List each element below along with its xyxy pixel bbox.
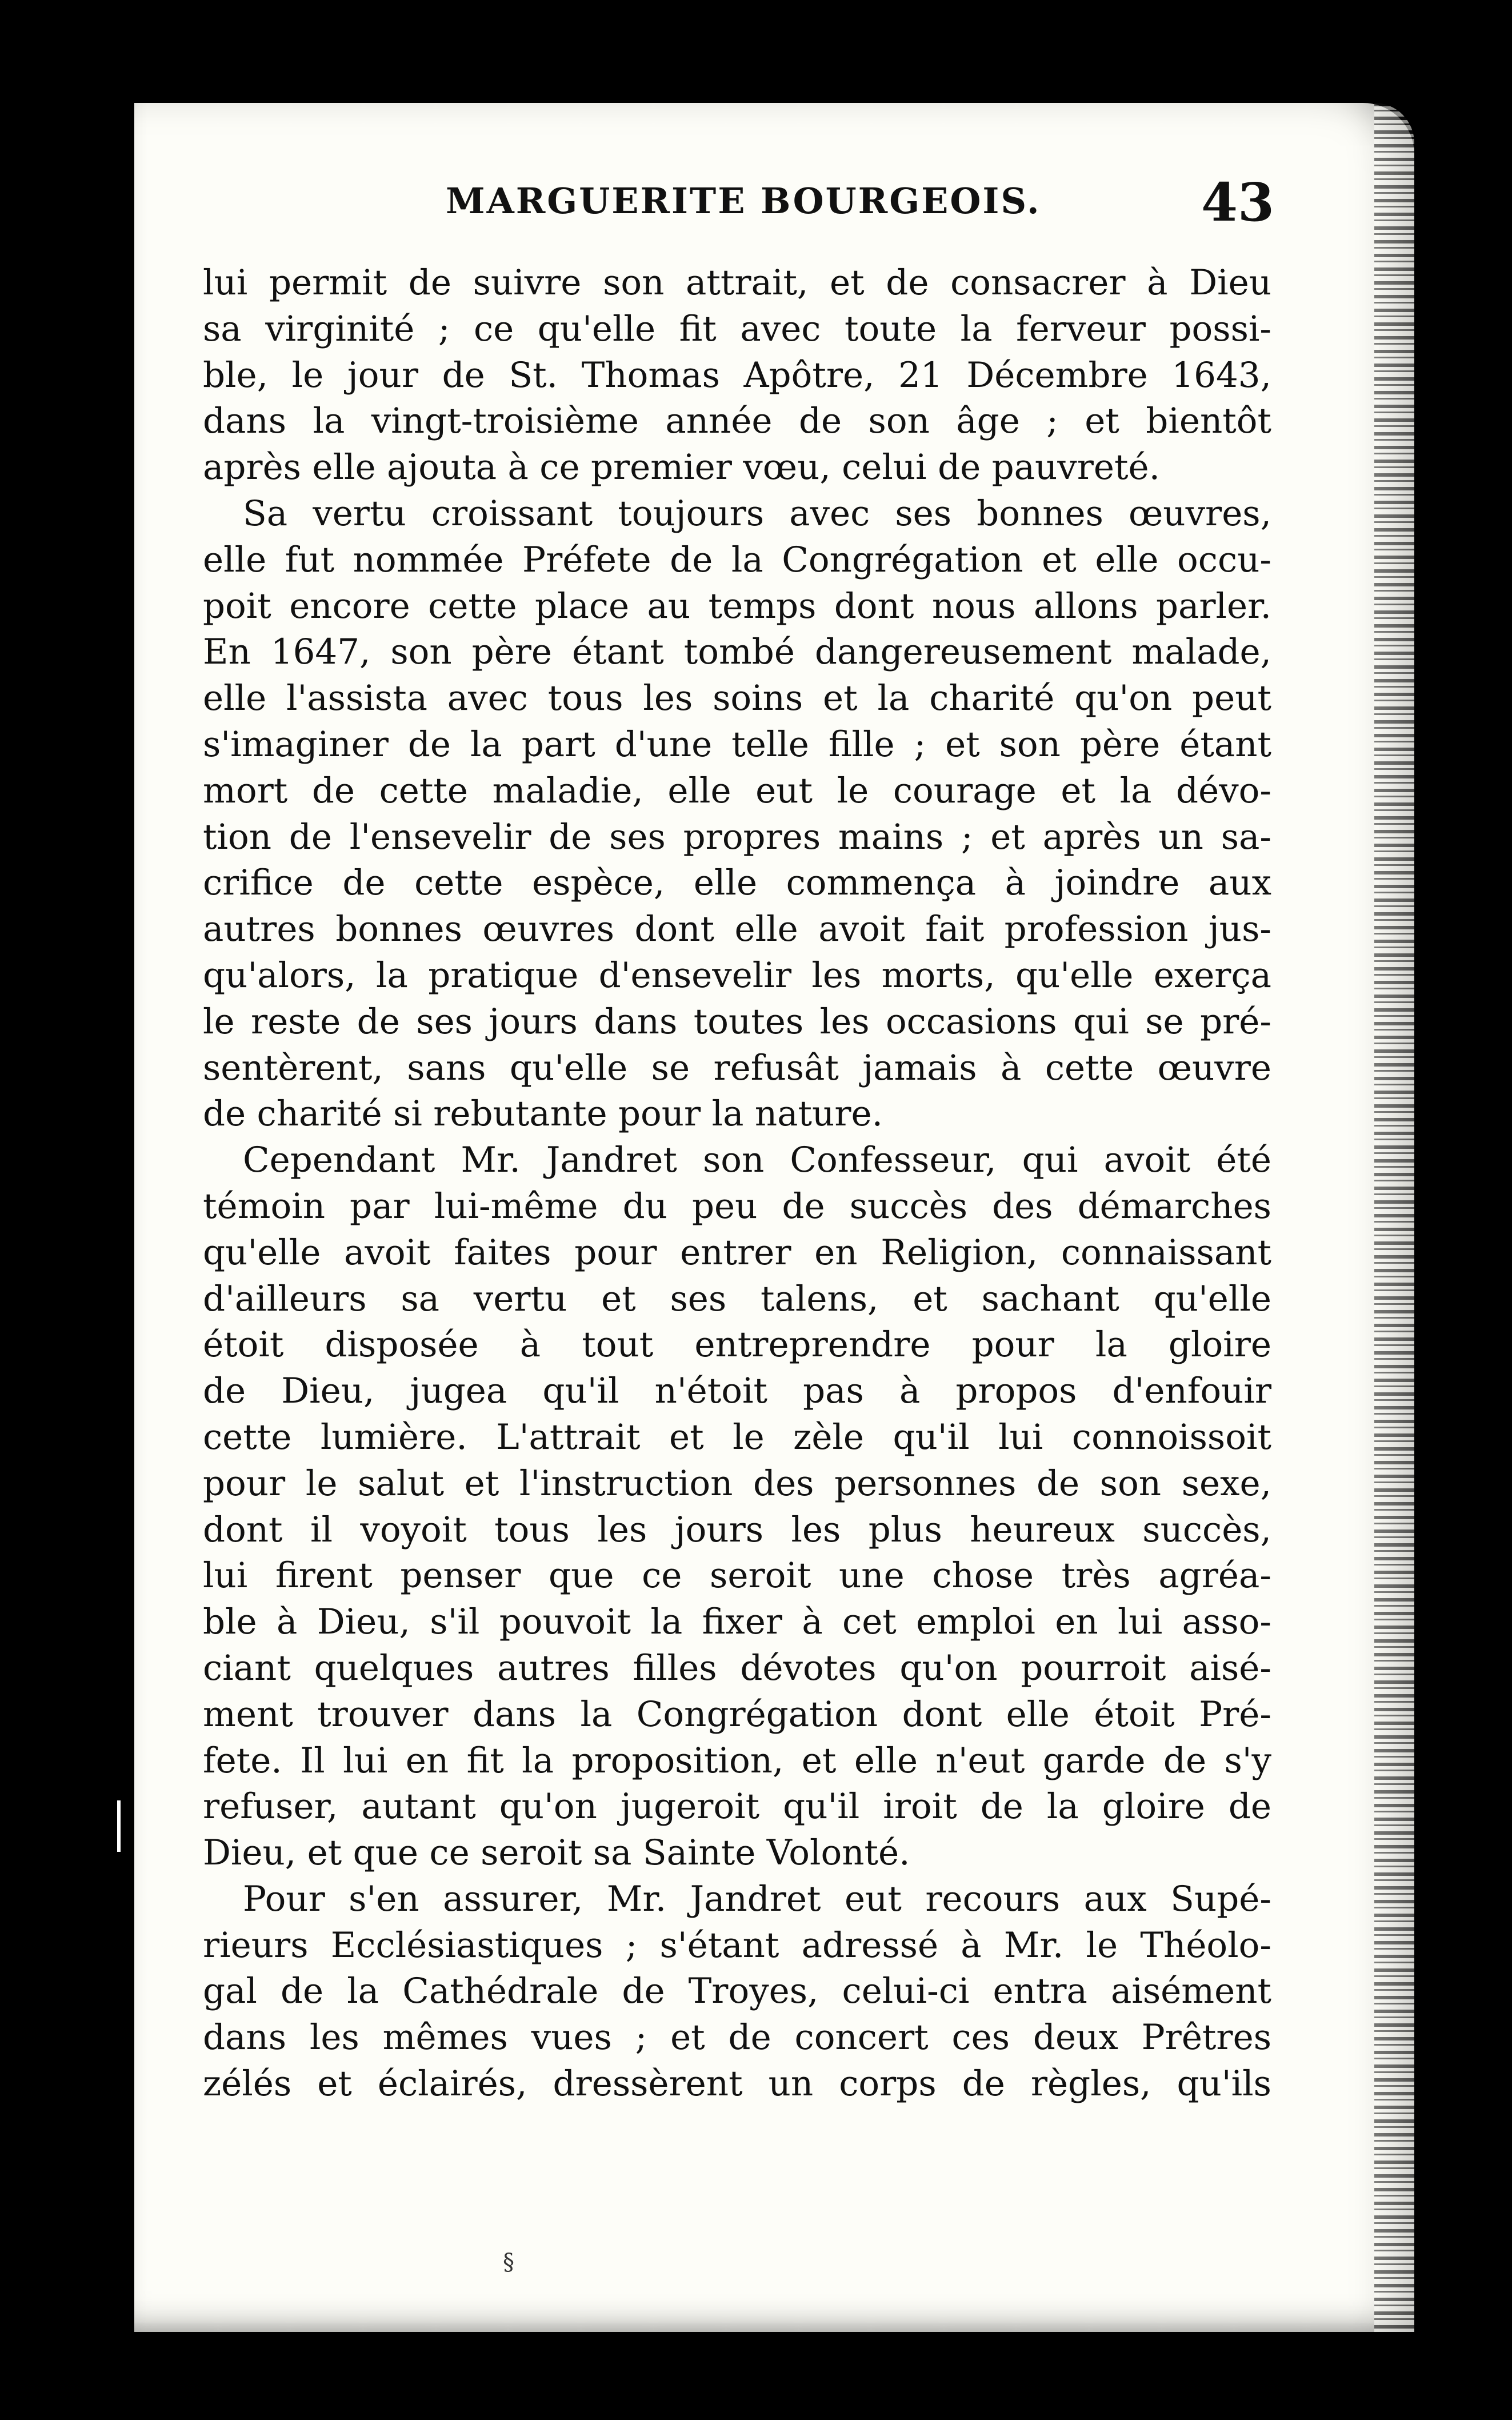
- text-line: qu'elle avoit faites pour entrer en Religion, connaissant: [203, 1232, 1271, 1273]
- text-line: Dieu, et que ce seroit sa Sainte Volonté.: [203, 1832, 910, 1874]
- text-line: de charité si rebutante pour la nature.: [203, 1093, 883, 1135]
- text-line: s'imaginer de la part d'une telle fille ; et son père étant: [203, 724, 1271, 765]
- running-title: MARGUERITE BOURGEOIS.: [446, 180, 1041, 222]
- text-line: dans les mêmes vues ; et de concert ces deux Prêtres: [203, 2017, 1271, 2058]
- text-line: rieurs Ecclésiastiques ; s'étant adressé à Mr. le Théolo-: [203, 1924, 1271, 1966]
- text-line: qu'alors, la pratique d'ensevelir les morts, qu'elle exerça: [203, 955, 1271, 996]
- text-line: d'ailleurs sa vertu et ses talens, et sachant qu'elle: [203, 1278, 1271, 1319]
- text-line: En 1647, son père étant tombé dangereusement malade,: [203, 632, 1271, 673]
- page-number: 43: [1201, 171, 1274, 233]
- text-line: ment trouver dans la Congrégation dont elle étoit Pré-: [203, 1694, 1271, 1735]
- text-line: elle fut nommée Préfete de la Congrégation et elle occu-: [203, 539, 1271, 580]
- text-line: le reste de ses jours dans toutes les occasions qui se pré-: [203, 1001, 1271, 1042]
- text-line: témoin par lui-même du peu de succès des démarches: [203, 1185, 1271, 1227]
- text-line: dans la vingt-troisième année de son âge ; et bientôt: [203, 401, 1271, 442]
- margin-mark: [117, 1800, 121, 1852]
- text-line: ble à Dieu, s'il pouvoit la fixer à cet emploi en lui asso-: [203, 1602, 1271, 1643]
- running-head: [309, 171, 1337, 234]
- text-line: Pour s'en assurer, Mr. Jandret eut recours aux Supé-: [243, 1878, 1271, 1919]
- page-edge-shadow: [1374, 103, 1414, 2332]
- text-line: de Dieu, jugea qu'il n'étoit pas à propos d'enfouir: [203, 1371, 1271, 1412]
- text-line: mort de cette maladie, elle eut le courage et la dévo-: [203, 770, 1271, 811]
- text-line: étoit disposée à tout entreprendre pour la gloire: [203, 1324, 1271, 1365]
- text-line: autres bonnes œuvres dont elle avoit fait profession jus-: [203, 909, 1271, 950]
- text-line: Sa vertu croissant toujours avec ses bonnes œuvres,: [243, 493, 1271, 534]
- text-line: lui firent penser que ce seroit une chose très agréa-: [203, 1555, 1271, 1596]
- text-line: refuser, autant qu'on jugeroit qu'il iroit de la gloire de: [203, 1786, 1271, 1827]
- text-line: après elle ajouta à ce premier vœu, celui de pauvreté.: [203, 447, 1161, 488]
- text-line: ble, le jour de St. Thomas Apôtre, 21 Décembre 1643,: [203, 354, 1271, 396]
- text-line: dont il voyoit tous les jours les plus heureux succès,: [203, 1509, 1271, 1550]
- text-line: ciant quelques autres filles dévotes qu'on pourroit aisé-: [203, 1647, 1271, 1688]
- text-line: gal de la Cathédrale de Troyes, celui-ci entra aisément: [203, 1971, 1271, 2012]
- text-line: Cependant Mr. Jandret son Confesseur, qui avoit été: [243, 1140, 1271, 1181]
- text-line: lui permit de suivre son attrait, et de consacrer à Dieu: [203, 262, 1271, 303]
- text-line: fete. Il lui en fit la proposition, et elle n'eut garde de s'y: [203, 1740, 1271, 1781]
- text-line: sentèrent, sans qu'elle se refusât jamais à cette œuvre: [203, 1047, 1271, 1088]
- text-line: elle l'assista avec tous les soins et la charité qu'on peut: [203, 678, 1271, 719]
- body-text: [203, 260, 1271, 2107]
- text-line: tion de l'ensevelir de ses propres mains ; et après un sa-: [203, 816, 1271, 857]
- text-line: poit encore cette place au temps dont nous allons parler.: [203, 585, 1271, 626]
- text-line: cette lumière. L'attrait et le zèle qu'il lui connoissoit: [203, 1416, 1271, 1457]
- text-line: pour le salut et l'instruction des personnes de son sexe,: [203, 1463, 1271, 1504]
- text-line: sa virginité ; ce qu'elle fit avec toute la ferveur possi-: [203, 308, 1271, 349]
- text-line: zélés et éclairés, dressèrent un corps de règles, qu'ils: [203, 2063, 1271, 2104]
- footer-mark: §: [503, 2249, 514, 2275]
- text-line: crifice de cette espèce, elle commença à joindre aux: [203, 862, 1271, 904]
